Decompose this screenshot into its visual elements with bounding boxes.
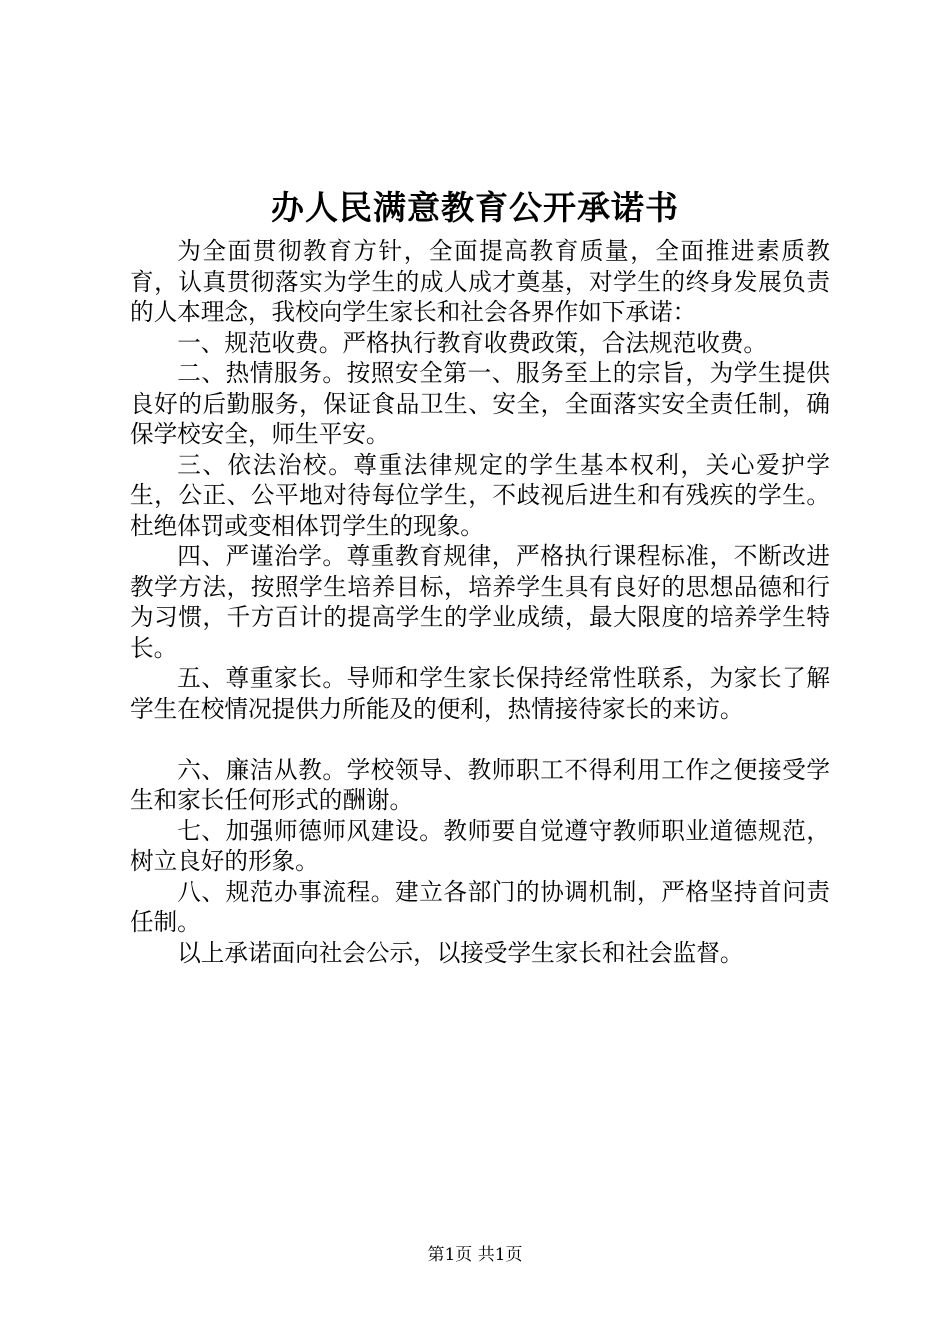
paragraph-item-8: 八、规范办事流程。建立各部门的协调机制，严格坚持首问责任制。 — [130, 877, 830, 936]
page-footer: 第1页 共1页 — [427, 1245, 523, 1265]
paragraph-item-7: 七、加强师德师风建设。教师要自觉遵守教师职业道德规范，树立良好的形象。 — [130, 816, 830, 875]
paragraph-item-4: 四、严谨治学。尊重教育规律，严格执行课程标准，不断改进教学方法，按照学生培养目标，培养学生具有良好的思想品德和行为习惯，千方百计的提高学生的学业成绩，最大限度的培养学生特长。 — [130, 542, 830, 662]
paragraph-intro: 为全面贯彻教育方针，全面提高教育质量，全面推进素质教育，认真贯彻落实为学生的成人成才奠基，对学生的终身发展负责的人本理念，我校向学生家长和社会各界作如下承诺： — [130, 237, 830, 326]
paragraph-item-3: 三、依法治校。尊重法律规定的学生基本权利，关心爱护学生，公正、公平地对待每位学生，不歧视后进生和有残疾的学生。杜绝体罚或变相体罚学生的现象。 — [130, 450, 830, 540]
paragraph-closing: 以上承诺面向社会公示，以接受学生家长和社会监督。 — [177, 938, 744, 967]
document-title: 办人民满意教育公开承诺书 — [271, 188, 679, 227]
paragraph-item-6: 六、廉洁从教。学校领导、教师职工不得利用工作之便接受学生和家长任何形式的酬谢。 — [130, 755, 830, 814]
paragraph-item-5: 五、尊重家长。导师和学生家长保持经常性联系，为家长了解学生在校情况提供力所能及的便利，热情接待家长的来访。 — [130, 664, 830, 723]
paragraph-item-1: 一、规范收费。严格执行教育收费政策，合法规范收费。 — [177, 328, 768, 357]
paragraph-item-2: 二、热情服务。按照安全第一、服务至上的宗旨，为学生提供良好的后勤服务，保证食品卫生、安全，全面落实安全责任制，确保学校安全，师生平安。 — [130, 359, 830, 448]
document-body — [130, 236, 830, 968]
